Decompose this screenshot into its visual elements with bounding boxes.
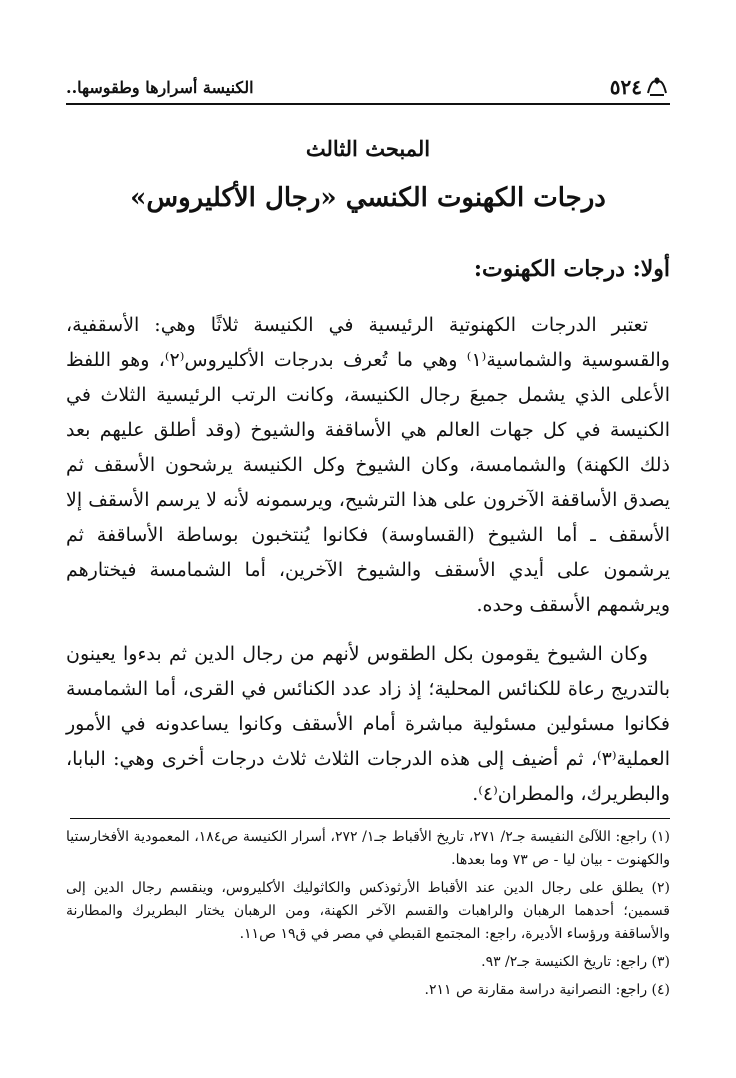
body-text [66,308,670,826]
footnotes [66,826,670,1007]
paragraph: وكان الشيوخ يقومون بكل الطقوس لأنهم من رجال الدين ثم بدءوا يعينون بالتدريج رعاة للكنائس المحلية؛ إذ زاد عدد الكنائس في القرى، أما الشمامسة فكانوا مسئولين مسئولية مباشرة أمام الأسقف وكانوا يساعدونه في الأمور العملية⁽٣⁾، ثم أضيف إلى هذه الدرجات الثلاث ثلاث درجات أخرى وهي: البابا، والبطريرك، والمطران⁽٤⁾. [66,643,670,805]
footnote: (٢) يطلق على رجال الدين عند الأقباط الأرثوذكس والكاثوليك الأكليروس، وينقسم رجال الدين إلى قسمين؛ أحدهما الرهبان والراهبات والقسم الآخر الكهنة، ومن الرهبان يختار البطريرك والمطارنة والأساقفة ورؤساء الأديرة، راجع: المجتمع القبطي في مصر في ق١٩ ص١١. [66,880,671,942]
running-header [66,68,670,102]
page-number-block [610,73,670,102]
subheading: أولا: درجات الكهنوت: [473,256,670,282]
chapter-title: درجات الكهنوت الكنسي «رجال الأكليروس» [130,183,606,213]
ornament-icon [644,73,670,99]
footnote: (٤) راجع: النصرانية دراسة مقارنة ص ٢١١. [424,982,670,998]
footnote-rule [70,818,670,819]
header-rule [66,103,670,105]
footnote: (١) راجع: اللآلئ النفيسة جـ٢/ ٢٧١، تاريخ الأقباط جـ١/ ٢٧٢، أسرار الكنيسة ص١٨٤، المعمودية الأفخارستيا والكهنوت - بيان ليا - ص ٧٣ وما بعدها. [66,829,670,868]
page-number: ٥٢٤ [609,75,642,99]
section-label: المبحث الثالث [305,136,431,161]
running-title: الكنيسة أسرارها وطقوسها.. [66,78,254,97]
footnote: (٣) راجع: تاريخ الكنيسة جـ٢/ ٩٣. [481,954,670,970]
paragraph: تعتبر الدرجات الكهنوتية الرئيسية في الكنيسة ثلاثًا وهي: الأسقفية، والقسوسية والشماسية⁽١⁾ وهي ما تُعرف بدرجات الأكليروس⁽٢⁾، وهو اللفظ الأعلى الذي يشمل جميعَ رجال الكنيسة، وكانت الرتب الرئيسية الثلاث في الكنيسة في كل جهات العالم هي الأساقفة والشيوخ (وقد أطلق عليهم بعد ذلك الكهنة) والشمامسة، وكان الشيوخ وكل الكنيسة يرشحون الأسقف ثم يصدق الأساقفة الآخرون على هذا الترشيح، ويرسمونه لأنه لا يرسم الأسقف إلا الأسقف ـ أما الشيوخ (القساوسة) فكانوا يُنتخبون بوساطة الأساقفة ثم يرشمون على أيدي الأسقف والشيوخ الآخرين، أما الشمامسة فيختارهم ويرشمهم الأسقف وحده. [66,314,670,616]
